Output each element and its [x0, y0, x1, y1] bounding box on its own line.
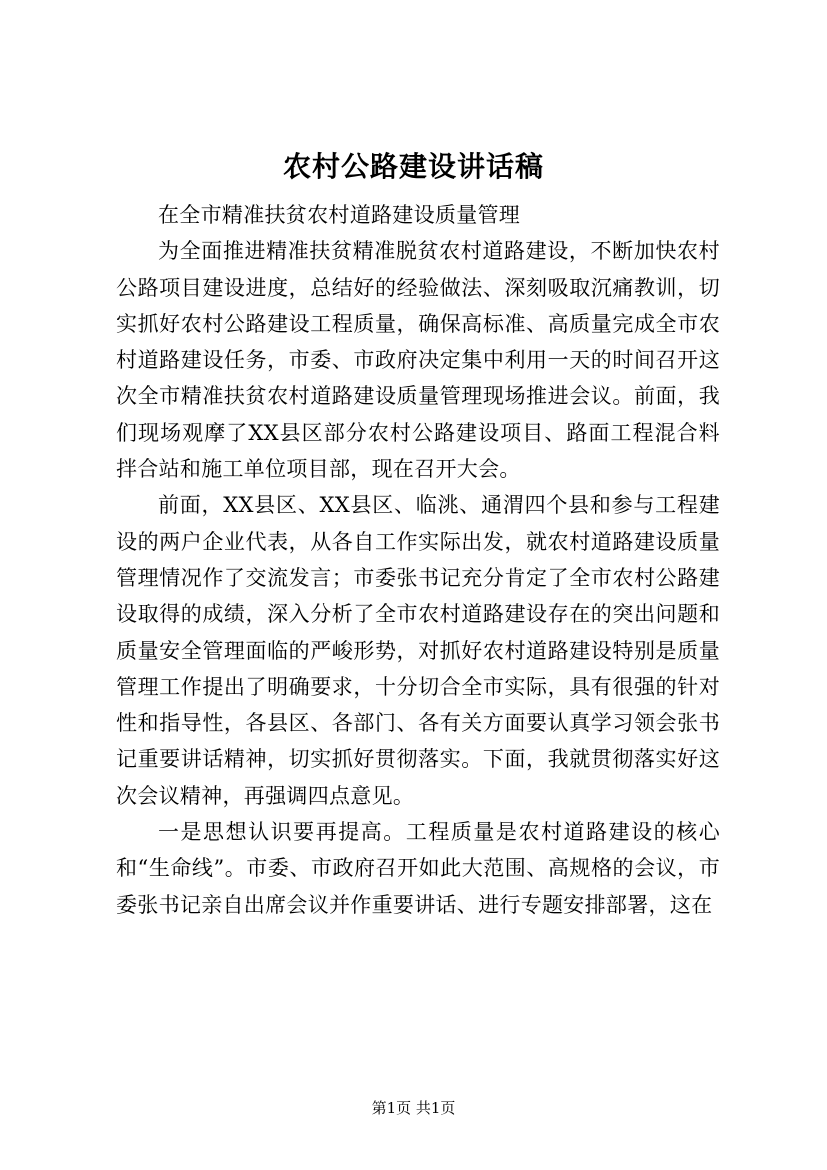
- document-title: 农村公路建设讲话稿: [282, 150, 544, 183]
- paragraph-2: 前面，XX县区、XX县区、临洮、通渭四个县和参与工程建设的两户企业代表，从各自工作实际出发，就农村道路建设质量管理情况作了交流发言；市委张书记充分肯定了全市农村公路建设取得的成绩，深入分析了全市农村道路建设存在的突出问题和质量安全管理面临的严峻形势，对抓好农村道路建设特别是质量管理工作提出了明确要求，十分切合全市实际，具有很强的针对性和指导性，各县区、各部门、各有关方面要认真学习领会张书记重要讲话精神，切实抓好贯彻落实。下面，我就贯彻落实好这次会议精神，再强调四点意见。: [116, 493, 720, 808]
- document-subtitle: 在全市精准扶贫农村道路建设质量管理: [158, 203, 521, 227]
- paragraph-3: 一是思想认识要再提高。工程质量是农村道路建设的核心和“生命线”。市委、市政府召开如此大范围、高规格的会议，市委张书记亲自出席会议并作重要讲话、进行专题安排部署，这在: [116, 820, 720, 917]
- document-body: [116, 197, 720, 923]
- paragraph-1: 为全面推进精准扶贫精准脱贫农村道路建设，不断加快农村公路项目建设进度，总结好的经验做法、深刻吸取沉痛教训，切实抓好农村公路建设工程质量，确保高标准、高质量完成全市农村道路建设任务，市委、市政府决定集中利用一天的时间召开这次全市精准扶贫农村道路建设质量管理现场推进会议。前面，我们现场观摩了XX县区部分农村公路建设项目、路面工程混合料拌合站和施工单位项目部，现在召开大会。: [116, 239, 720, 482]
- page-number-footer: 第1页 共1页: [371, 1099, 456, 1117]
